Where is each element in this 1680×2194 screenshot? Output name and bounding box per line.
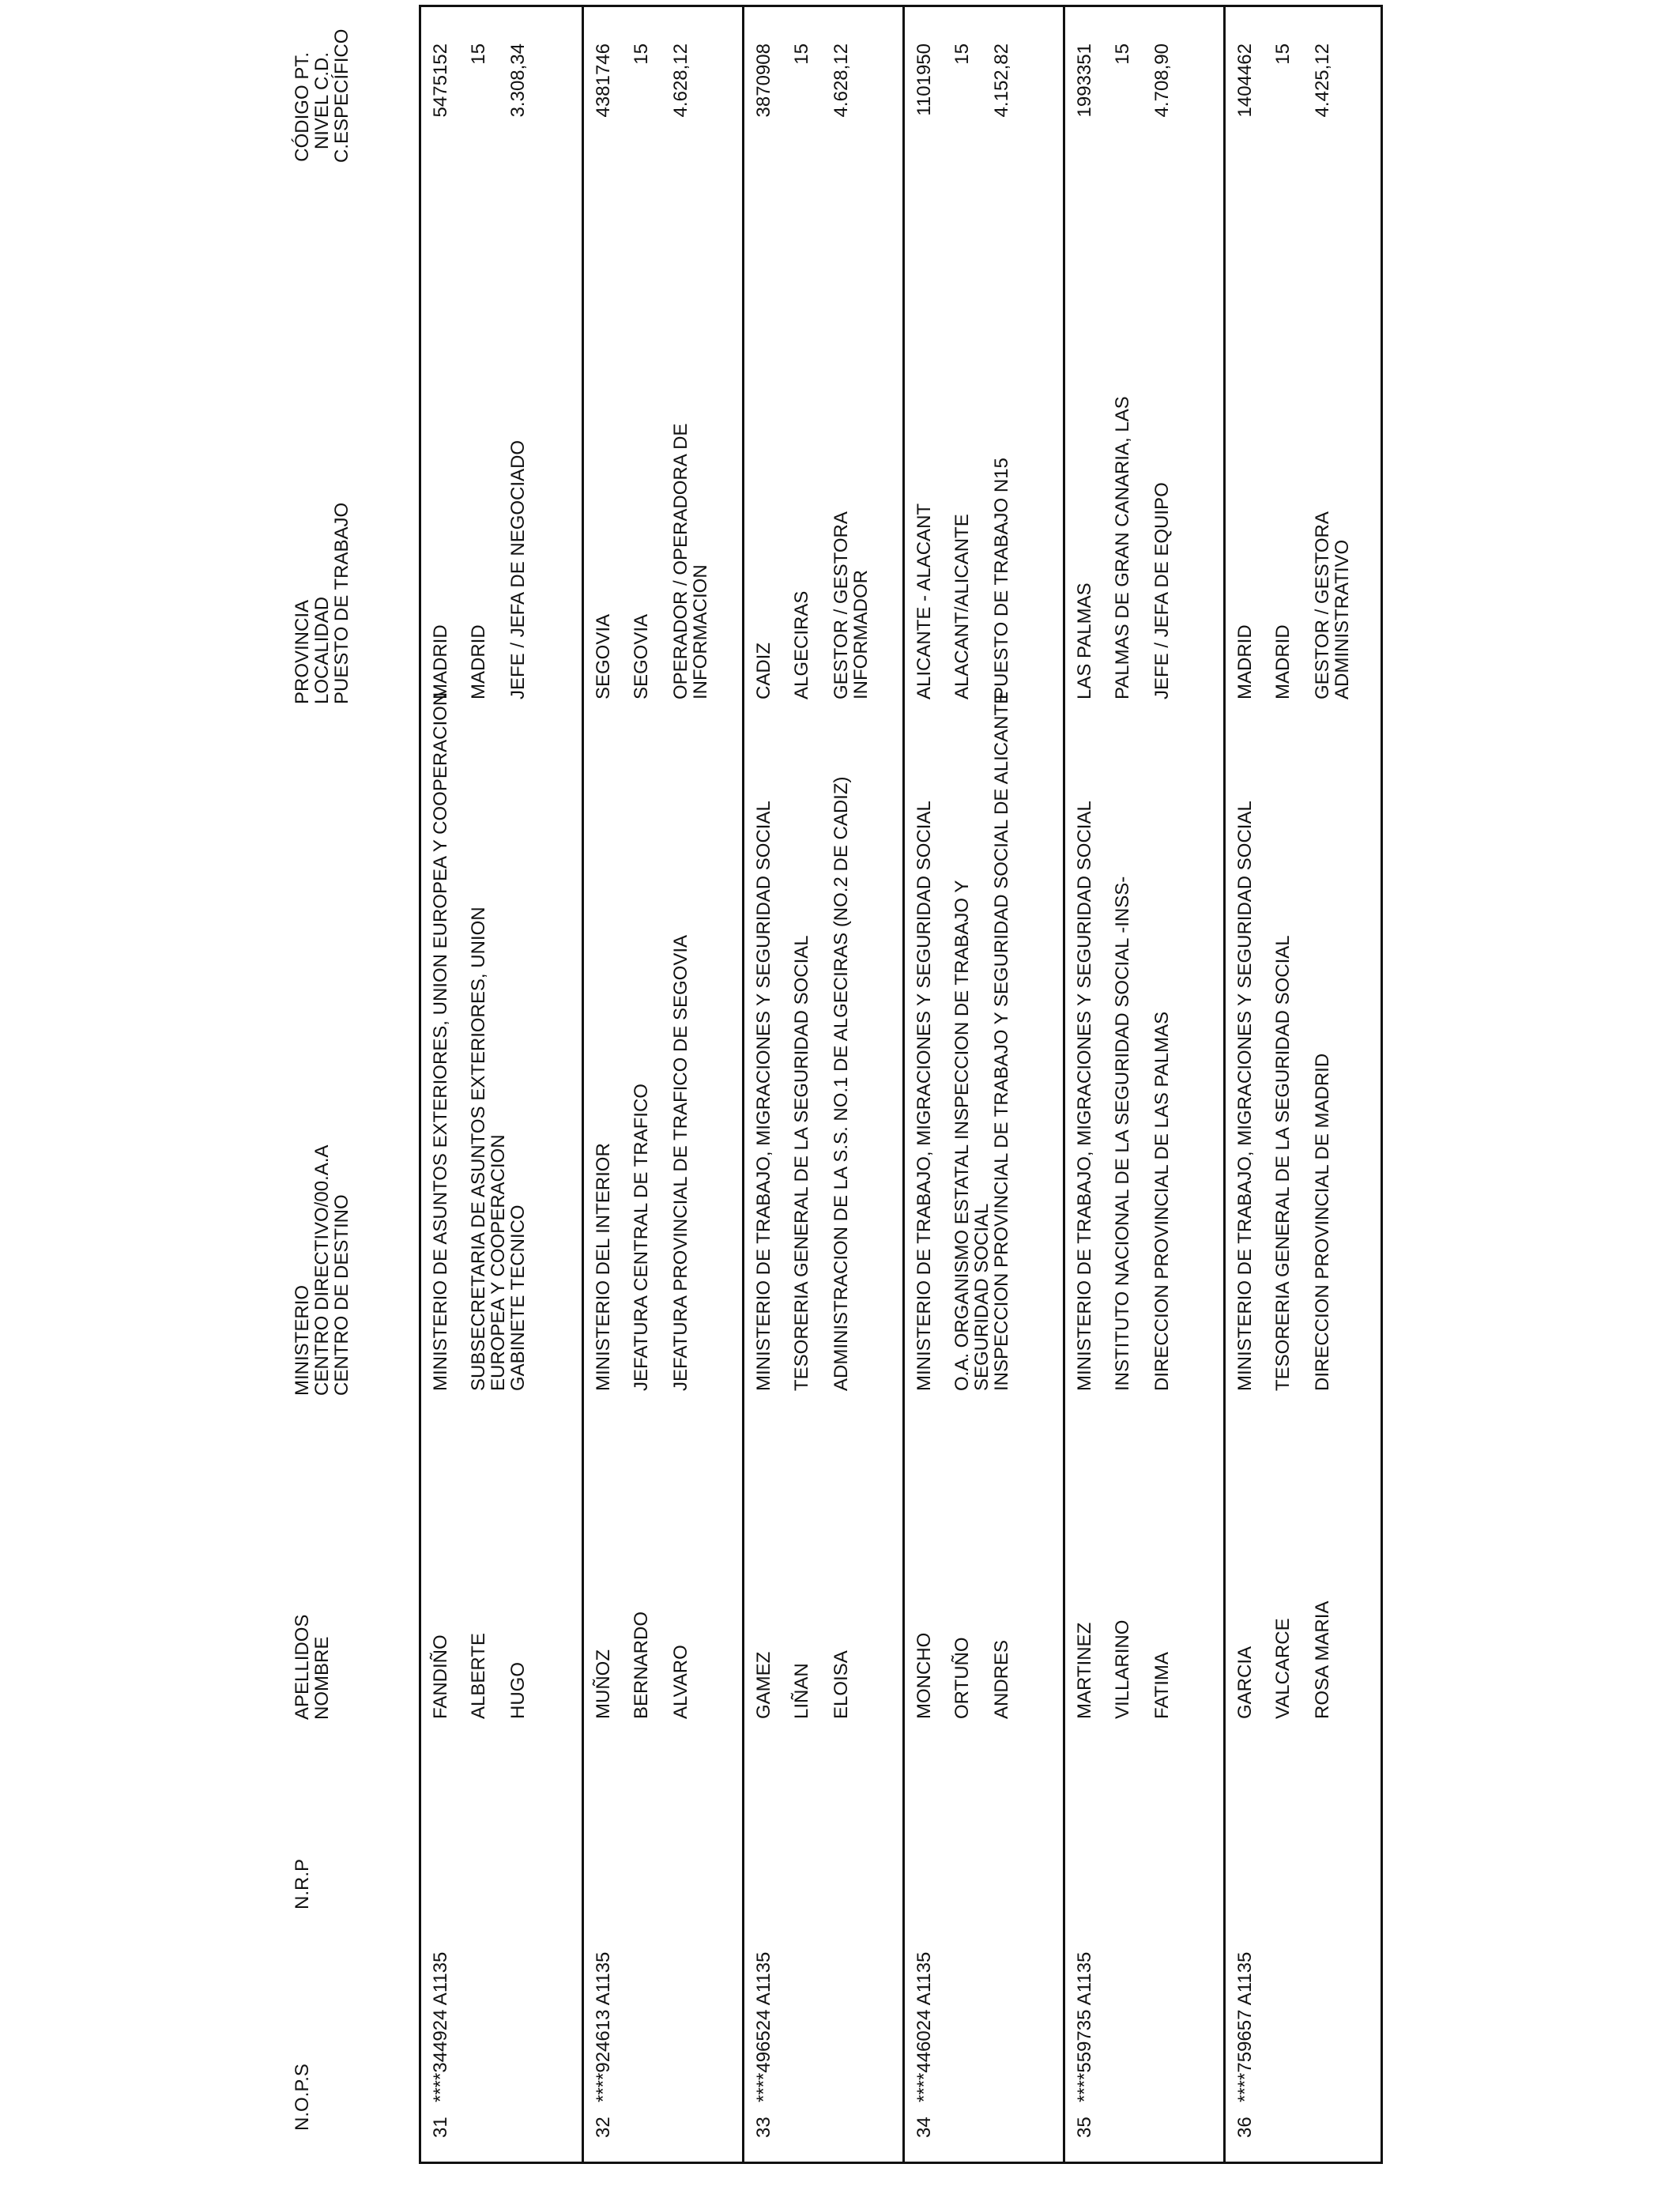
cell-codigo: 1993351 bbox=[1074, 43, 1095, 118]
cell-nombre: ROSA MARIA bbox=[1312, 1600, 1333, 1719]
cell-provincia: ALICANTE - ALACANT bbox=[913, 503, 935, 699]
cell-nops: 32 bbox=[593, 2117, 614, 2138]
cell-puesto: OPERADOR / OPERADORA DE INFORMACION bbox=[670, 423, 712, 699]
cell-nombre: ELOISA bbox=[831, 1650, 852, 1719]
cell-ministerio: MINISTERIO DE ASUNTOS EXTERIORES, UNION EUROPEA Y COOPERACION bbox=[430, 692, 451, 1391]
table-header bbox=[292, 0, 379, 2194]
cell-codigo: 3870908 bbox=[753, 43, 774, 118]
cell-nops: 33 bbox=[753, 2117, 774, 2138]
cell-puesto: GESTOR / GESTORA ADMINISTRATIVO bbox=[1312, 512, 1354, 699]
cell-centro-destino: DIRECCION PROVINCIAL DE LAS PALMAS bbox=[1151, 1011, 1173, 1391]
cell-nivel: 15 bbox=[468, 43, 489, 65]
cell-puesto: PUESTO DE TRABAJO N15 bbox=[991, 458, 1012, 699]
cell-nrp: ****924613 A1135 bbox=[593, 1951, 614, 2102]
header-provincia: PROVINCIA LOCALIDAD PUESTO DE TRABAJO bbox=[292, 502, 353, 704]
cell-nombre: ALVARO bbox=[670, 1645, 691, 1719]
data-table bbox=[419, 5, 1383, 2164]
cell-centro-directivo: TESORERIA GENERAL DE LA SEGURIDAD SOCIAL bbox=[791, 935, 812, 1391]
header-codigo: CÓDIGO PT. NIVEL C.D. C.ESPECÍFICO bbox=[292, 28, 353, 163]
cell-nombre: ANDRES bbox=[991, 1639, 1012, 1719]
cell-codigo: 5475152 bbox=[430, 43, 451, 118]
cell-centro-directivo: TESORERIA GENERAL DE LA SEGURIDAD SOCIAL bbox=[1272, 935, 1294, 1391]
cell-localidad: SEGOVIA bbox=[631, 613, 652, 699]
cell-apellido1: GAMEZ bbox=[753, 1651, 774, 1719]
cell-nops: 34 bbox=[913, 2117, 935, 2138]
cell-centro-destino: JEFATURA PROVINCIAL DE TRAFICO DE SEGOVIA bbox=[670, 934, 691, 1391]
cell-nrp: ****559735 A1135 bbox=[1074, 1951, 1095, 2102]
cell-apellido1: MARTINEZ bbox=[1074, 1622, 1095, 1719]
cell-nrp: ****759657 A1135 bbox=[1234, 1951, 1256, 2102]
cell-nrp: ****344924 A1135 bbox=[430, 1951, 451, 2102]
cell-centro-destino: GABINETE TECNICO bbox=[507, 1204, 529, 1391]
cell-puesto: JEFE / JEFA DE NEGOCIADO bbox=[507, 439, 529, 699]
header-nops: N.O.P.S bbox=[292, 2064, 313, 2131]
cell-puesto: GESTOR / GESTORA INFORMADOR bbox=[831, 512, 872, 699]
header-apellidos: APELLIDOS NOMBRE bbox=[292, 1614, 333, 1720]
cell-localidad: ALACANT/ALICANTE bbox=[951, 514, 973, 699]
cell-especifico: 4.425,12 bbox=[1312, 43, 1333, 118]
table-row bbox=[1223, 7, 1384, 2162]
cell-ministerio: MINISTERIO DE TRABAJO, MIGRACIONES Y SEGURIDAD SOCIAL bbox=[1074, 801, 1095, 1391]
cell-nops: 36 bbox=[1234, 2117, 1256, 2138]
cell-centro-destino: DIRECCION PROVINCIAL DE MADRID bbox=[1312, 1053, 1333, 1391]
cell-centro-destino: ADMINISTRACION DE LA S.S. NO.1 DE ALGECIRAS (NO.2 DE CADIZ) bbox=[831, 776, 852, 1391]
cell-nivel: 15 bbox=[791, 43, 812, 65]
cell-centro-directivo: INSTITUTO NACIONAL DE LA SEGURIDAD SOCIAL -INSS- bbox=[1112, 876, 1133, 1391]
cell-provincia: MADRID bbox=[1234, 624, 1256, 699]
table-row bbox=[902, 7, 1063, 2162]
header-ministerio: MINISTERIO CENTRO DIRECTIVO/00.A.A CENTRO DE DESTINO bbox=[292, 1144, 353, 1396]
cell-apellido1: MUÑOZ bbox=[593, 1649, 614, 1719]
cell-codigo: 1404462 bbox=[1234, 43, 1256, 118]
cell-especifico: 4.152,82 bbox=[991, 43, 1012, 118]
cell-especifico: 4.708,90 bbox=[1151, 43, 1173, 118]
cell-provincia: MADRID bbox=[430, 624, 451, 699]
cell-apellido2: ORTUÑO bbox=[951, 1637, 973, 1719]
cell-localidad: PALMAS DE GRAN CANARIA, LAS bbox=[1112, 396, 1133, 699]
cell-provincia: LAS PALMAS bbox=[1074, 582, 1095, 699]
cell-provincia: SEGOVIA bbox=[593, 613, 614, 699]
cell-apellido2: VILLARINO bbox=[1112, 1619, 1133, 1719]
cell-nivel: 15 bbox=[1272, 43, 1294, 65]
cell-codigo: 1101950 bbox=[913, 43, 935, 116]
cell-nrp: ****496524 A1135 bbox=[753, 1951, 774, 2102]
cell-apellido2: VALCARCE bbox=[1272, 1618, 1294, 1719]
table-row bbox=[582, 7, 742, 2162]
cell-especifico: 4.628,12 bbox=[831, 43, 852, 118]
table-row bbox=[421, 7, 582, 2162]
table-row bbox=[1063, 7, 1223, 2162]
cell-localidad: MADRID bbox=[1272, 624, 1294, 699]
cell-ministerio: MINISTERIO DE TRABAJO, MIGRACIONES Y SEGURIDAD SOCIAL bbox=[1234, 801, 1256, 1391]
cell-ministerio: MINISTERIO DEL INTERIOR bbox=[593, 1143, 614, 1391]
cell-nivel: 15 bbox=[1112, 43, 1133, 65]
cell-apellido1: GARCIA bbox=[1234, 1646, 1256, 1719]
cell-especifico: 4.628,12 bbox=[670, 43, 691, 118]
cell-apellido1: MONCHO bbox=[913, 1632, 935, 1719]
cell-apellido1: FANDIÑO bbox=[430, 1634, 451, 1719]
header-nrp: N.R.P bbox=[292, 1858, 313, 1909]
cell-apellido2: BERNARDO bbox=[631, 1611, 652, 1719]
cell-ministerio: MINISTERIO DE TRABAJO, MIGRACIONES Y SEGURIDAD SOCIAL bbox=[913, 801, 935, 1391]
cell-nops: 35 bbox=[1074, 2117, 1095, 2138]
cell-nivel: 15 bbox=[631, 43, 652, 65]
cell-provincia: CADIZ bbox=[753, 643, 774, 699]
cell-apellido2: ALBERTE bbox=[468, 1633, 489, 1719]
cell-especifico: 3.308,34 bbox=[507, 43, 529, 118]
table-row bbox=[742, 7, 902, 2162]
cell-nops: 31 bbox=[430, 2117, 451, 2138]
cell-puesto: JEFE / JEFA DE EQUIPO bbox=[1151, 482, 1173, 699]
cell-nivel: 15 bbox=[951, 43, 973, 65]
cell-nombre: FATIMA bbox=[1151, 1652, 1173, 1719]
cell-nombre: HUGO bbox=[507, 1662, 529, 1719]
cell-codigo: 4381746 bbox=[593, 43, 614, 118]
cell-centro-directivo: SUBSECRETARIA DE ASUNTOS EXTERIORES, UNION EUROPEA Y COOPERACION bbox=[468, 907, 510, 1391]
cell-localidad: MADRID bbox=[468, 624, 489, 699]
cell-apellido2: LIÑAN bbox=[791, 1663, 812, 1719]
cell-centro-directivo: O.A. ORGANISMO ESTATAL INSPECCION DE TRABAJO Y SEGURIDAD SOCIAL bbox=[951, 880, 993, 1391]
cell-nrp: ****446024 A1135 bbox=[913, 1951, 935, 2102]
cell-centro-directivo: JEFATURA CENTRAL DE TRAFICO bbox=[631, 1084, 652, 1391]
cell-centro-destino: INSPECCION PROVINCIAL DE TRABAJO Y SEGURIDAD SOCIAL DE ALICANTE bbox=[991, 691, 1012, 1391]
cell-localidad: ALGECIRAS bbox=[791, 590, 812, 699]
cell-ministerio: MINISTERIO DE TRABAJO, MIGRACIONES Y SEGURIDAD SOCIAL bbox=[753, 801, 774, 1391]
